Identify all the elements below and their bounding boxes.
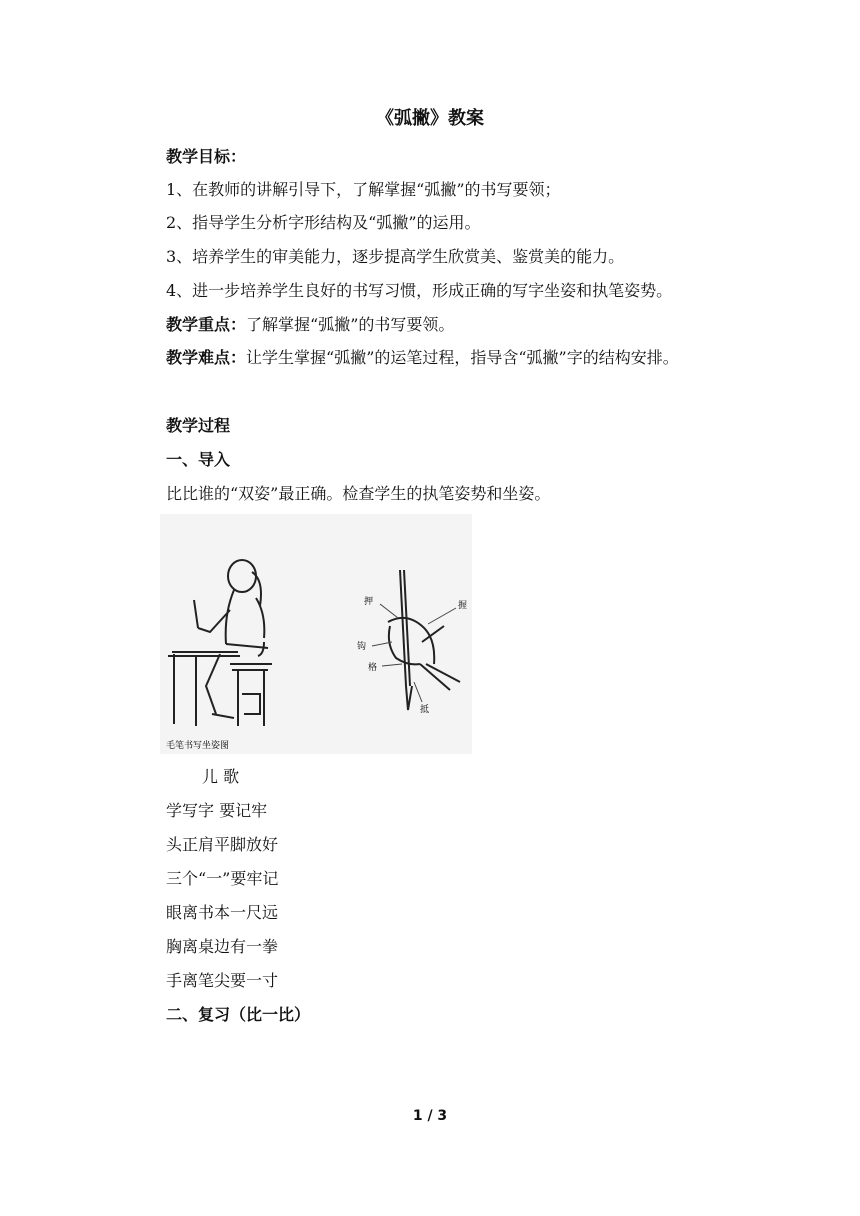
difficulty-paragraph [130, 341, 730, 375]
seated-posture-drawing [168, 560, 272, 726]
section-1-text: 比比谁的“双姿”最正确。检查学生的执笔姿势和坐姿。 [166, 484, 551, 503]
rhyme-line: 眼离书本一尺远 [166, 903, 279, 922]
figure-label: 握 [458, 601, 468, 611]
rhyme-line: 学写字 要记牢 [166, 801, 268, 820]
objective-item: 3、培养学生的审美能力，逐步提高学生欣赏美、鉴赏美的能力。 [166, 247, 625, 266]
section-1-heading: 一、导入 [166, 450, 231, 469]
objective-item: 4、进一步培养学生良好的书写习惯，形成正确的写字坐姿和执笔姿势。 [166, 281, 673, 300]
posture-illustration [160, 514, 472, 754]
key-point-text: 了解掌握“弧撇”的书写要领。 [246, 315, 455, 334]
objective-item: 1、在教师的讲解引导下，了解掌握“弧撇”的书写要领； [166, 180, 561, 199]
rhyme-line: 头正肩平脚放好 [166, 835, 279, 854]
key-point-label: 教学重点： [166, 315, 247, 334]
key-point-line [166, 314, 454, 336]
page-number: 1 / 3 [412, 1108, 448, 1124]
rhyme-title: 儿 歌 [202, 767, 240, 786]
brush-grip-drawing [388, 570, 460, 710]
label-pointers [372, 604, 456, 702]
rhyme-line: 胸离桌边有一拳 [166, 937, 279, 956]
rhyme-line: 手离笔尖要一寸 [166, 971, 279, 990]
difficulty-text: 让学生掌握“弧撇”的运笔过程，指导含“弧撇”字的结构安排。 [246, 348, 679, 367]
figure-label: 格 [368, 663, 378, 673]
objective-item: 2、指导学生分析字形结构及“弧撇”的运用。 [166, 213, 481, 232]
section-2-heading: 二、复习（比一比） [166, 1005, 311, 1024]
process-heading: 教学过程 [166, 416, 231, 435]
figure-caption: 毛笔书写坐姿图 [166, 741, 230, 751]
difficulty-label: 教学难点： [166, 348, 247, 367]
objectives-heading: 教学目标： [166, 147, 247, 166]
document-title: 《弧撇》教案 [376, 108, 484, 129]
rhyme-line: 三个“一”要牢记 [166, 869, 279, 888]
figure-label: 钩 [357, 642, 367, 652]
figure-label: 抵 [420, 705, 430, 715]
figure-label: 押 [364, 597, 374, 607]
